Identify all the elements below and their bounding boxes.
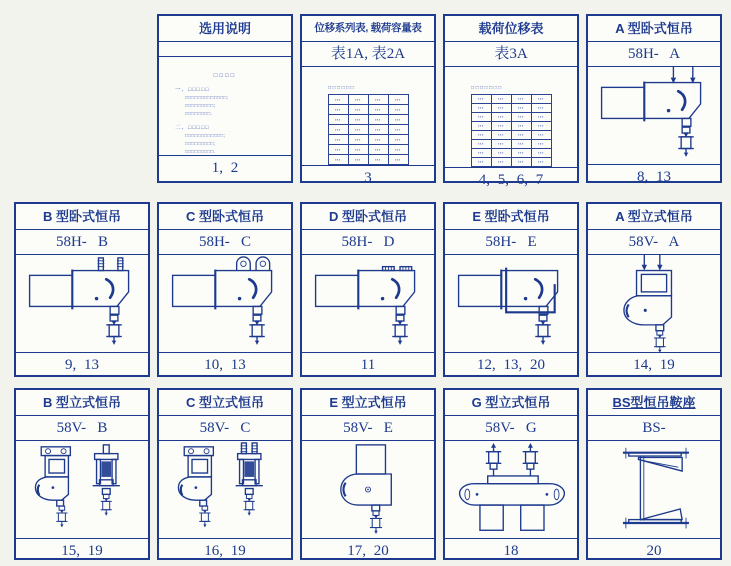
mini-table-cell: ▪▪▪	[471, 131, 491, 140]
mini-table-cell: ▪▪▪	[348, 95, 368, 105]
panel-pages: 14, 19	[588, 352, 720, 378]
vertical-hanger-type-a-diagram	[588, 255, 720, 352]
row-1	[14, 0, 731, 188]
mini-table-cell: ▪▪▪	[531, 104, 551, 113]
notes-line: □□□□□□□□.	[185, 111, 213, 116]
panel-pages: 8, 13	[588, 164, 720, 190]
mini-table-cell: ▪▪▪	[511, 95, 531, 104]
mini-table-cell: ▪▪▪	[531, 149, 551, 158]
panel-title: 载荷位移表	[445, 16, 577, 42]
horizontal-hanger-type-a-diagram	[588, 67, 720, 164]
notes-line: □□□□□□□□□;	[185, 103, 216, 108]
horizontal-hanger-type-e-diagram	[445, 255, 577, 352]
mini-table-cell: ▪▪▪	[368, 135, 388, 145]
mini-table-cell: ▪▪▪	[471, 149, 491, 158]
notes-line: □□□□□□□□□□□□;	[185, 133, 226, 138]
row-2	[14, 202, 731, 377]
mini-table-cell: ▪▪▪	[388, 145, 408, 155]
panel-subtitle: 58V- B	[16, 416, 148, 441]
mini-table-cell: ▪▪▪	[328, 145, 348, 155]
panel-subtitle: 58V- C	[159, 416, 291, 441]
mini-table-cell: ▪▪▪	[368, 105, 388, 115]
mini-table	[328, 94, 409, 165]
mini-table-cell: ▪▪▪	[511, 113, 531, 122]
panel-pages: 17, 20	[302, 538, 434, 564]
mini-table-cell: ▪▪▪	[328, 115, 348, 125]
panel-title: E 型立式恒吊	[302, 390, 434, 416]
mini-table-cell: ▪▪▪	[388, 105, 408, 115]
mini-table-cell: ▪▪▪	[388, 135, 408, 145]
horizontal-hanger-type-d-diagram	[302, 255, 434, 352]
panel-pages: 4, 5, 6, 7	[445, 167, 577, 193]
mini-table-cell: ▪▪▪	[368, 95, 388, 105]
row-1-spacer	[14, 14, 150, 183]
selection-notes-text	[159, 57, 291, 155]
panel-pages: 15, 19	[16, 538, 148, 564]
notes-section-head: 一、□□□□□	[175, 87, 210, 93]
panel-subtitle: 58H- B	[16, 230, 148, 255]
vertical-hanger-type-c-diagram	[159, 441, 291, 538]
mini-table-cell: ▪▪▪	[511, 131, 531, 140]
mini-table-cell: ▪▪▪	[368, 125, 388, 135]
panel-load-displacement-table	[443, 14, 579, 188]
mini-table-3a	[445, 67, 577, 167]
panel-subtitle: 58H- C	[159, 230, 291, 255]
panel-pages: 3	[302, 165, 434, 191]
panel-title: B 型立式恒吊	[16, 390, 148, 416]
mini-table-cell: ▪▪▪	[328, 125, 348, 135]
panel-bs-saddle	[586, 388, 722, 560]
mini-table-cell: ▪▪▪	[368, 115, 388, 125]
mini-table-cell: ▪▪▪	[491, 104, 511, 113]
mini-table-cell: ▪▪▪	[328, 135, 348, 145]
panel-pages: 9, 13	[16, 352, 148, 378]
panel-subtitle: 58H- A	[588, 42, 720, 67]
panel-pages: 18	[445, 538, 577, 564]
mini-table-cell: ▪▪▪	[471, 122, 491, 131]
panel-title: 选用说明	[159, 16, 291, 42]
panel-type-b-horizontal	[14, 202, 150, 377]
panel-pages: 16, 19	[159, 538, 291, 564]
mini-table	[471, 94, 552, 167]
mini-table-cell: ▪▪▪	[531, 140, 551, 149]
mini-table-cell: ▪▪▪	[531, 113, 551, 122]
mini-table-cell: ▪▪▪	[531, 131, 551, 140]
mini-table-cell: ▪▪▪	[511, 149, 531, 158]
horizontal-hanger-type-b-diagram	[16, 255, 148, 352]
panel-pages: 10, 13	[159, 352, 291, 378]
mini-table-cell: ▪▪▪	[348, 125, 368, 135]
panel-subtitle: 58V- A	[588, 230, 720, 255]
panel-type-e-vertical	[300, 388, 436, 560]
panel-title: D 型卧式恒吊	[302, 204, 434, 230]
horizontal-hanger-type-c-diagram	[159, 255, 291, 352]
panel-pages: 1, 2	[159, 155, 291, 181]
panel-title: BS型恒吊鞍座	[588, 390, 720, 416]
mini-table-cell: ▪▪▪	[388, 125, 408, 135]
mini-table-cell: ▪▪▪	[491, 149, 511, 158]
panel-title: A 型卧式恒吊	[588, 16, 720, 42]
mini-table-cell: ▪▪▪	[348, 135, 368, 145]
vertical-hanger-type-e-diagram	[302, 441, 434, 538]
mini-table-cell: ▪▪▪	[388, 155, 408, 165]
mini-table-cell: ▪▪▪	[531, 95, 551, 104]
notes-line: □□□□□□□□□□□□□;	[185, 95, 229, 100]
notes-line: □□□□□□□□□.	[185, 149, 216, 154]
mini-table-caption: □□□□□□	[328, 85, 356, 91]
row-3	[14, 388, 731, 560]
mini-table-cell: ▪▪▪	[511, 104, 531, 113]
mini-table-cell: ▪▪▪	[491, 140, 511, 149]
panel-subtitle: 58H- D	[302, 230, 434, 255]
panel-subtitle: 表3A	[445, 42, 577, 67]
panel-type-b-vertical	[14, 388, 150, 560]
mini-table-caption: □□□□□□□	[471, 85, 503, 91]
panel-pages: 11	[302, 352, 434, 378]
panel-type-a-vertical	[586, 202, 722, 377]
mini-table-cell: ▪▪▪	[471, 113, 491, 122]
panel-title: 位移系列表, 载荷容量表	[302, 16, 434, 42]
mini-table-cell: ▪▪▪	[328, 155, 348, 165]
panel-type-d-horizontal	[300, 202, 436, 377]
panel-type-e-horizontal	[443, 202, 579, 377]
mini-table-cell: ▪▪▪	[388, 115, 408, 125]
mini-table-cell: ▪▪▪	[471, 158, 491, 167]
mini-table-cell: ▪▪▪	[471, 140, 491, 149]
mini-table-cell: ▪▪▪	[388, 95, 408, 105]
panel-subtitle: 58V- G	[445, 416, 577, 441]
mini-table-cell: ▪▪▪	[511, 122, 531, 131]
bs-hanger-saddle-diagram	[588, 441, 720, 538]
panel-subtitle: 表1A, 表2A	[302, 42, 434, 67]
mini-table-cell: ▪▪▪	[511, 158, 531, 167]
panel-title: A 型立式恒吊	[588, 204, 720, 230]
panel-title: B 型卧式恒吊	[16, 204, 148, 230]
mini-table-cell: ▪▪▪	[348, 105, 368, 115]
notes-section-head: 二、□□□□□	[175, 125, 210, 131]
panel-subtitle	[159, 42, 291, 57]
mini-table-cell: ▪▪▪	[348, 145, 368, 155]
panel-type-c-vertical	[157, 388, 293, 560]
panel-subtitle: 58V- E	[302, 416, 434, 441]
mini-table-cell: ▪▪▪	[368, 155, 388, 165]
mini-table-cell: ▪▪▪	[328, 105, 348, 115]
mini-table-cell: ▪▪▪	[491, 122, 511, 131]
panel-subtitle: 58H- E	[445, 230, 577, 255]
mini-table-cell: ▪▪▪	[491, 113, 511, 122]
panel-type-a-horizontal	[586, 14, 722, 186]
mini-table-cell: ▪▪▪	[328, 95, 348, 105]
mini-table-1a-2a	[302, 67, 434, 165]
mini-table-cell: ▪▪▪	[348, 115, 368, 125]
panel-pages: 20	[588, 538, 720, 564]
panel-displacement-series-table	[300, 14, 436, 186]
mini-table-cell: ▪▪▪	[471, 95, 491, 104]
panel-title: C 型立式恒吊	[159, 390, 291, 416]
panel-pages: 12, 13, 20	[445, 352, 577, 378]
mini-table-cell: ▪▪▪	[368, 145, 388, 155]
mini-table-cell: ▪▪▪	[491, 95, 511, 104]
panel-selection-notes	[157, 14, 293, 183]
notes-line: □□□□□□□□□;	[185, 141, 216, 146]
mini-table-cell: ▪▪▪	[348, 155, 368, 165]
vertical-hanger-type-b-diagram	[16, 441, 148, 538]
panel-title: E 型卧式恒吊	[445, 204, 577, 230]
mini-table-cell: ▪▪▪	[531, 158, 551, 167]
panel-title: G 型立式恒吊	[445, 390, 577, 416]
panel-type-c-horizontal	[157, 202, 293, 377]
mini-table-cell: ▪▪▪	[491, 158, 511, 167]
vertical-hanger-type-g-diagram	[445, 441, 577, 538]
panel-type-g-vertical	[443, 388, 579, 560]
mini-table-cell: ▪▪▪	[491, 131, 511, 140]
notes-heading: □□□□	[213, 73, 237, 79]
panel-subtitle: BS-	[588, 416, 720, 441]
mini-table-cell: ▪▪▪	[531, 122, 551, 131]
mini-table-cell: ▪▪▪	[471, 104, 491, 113]
mini-table-cell: ▪▪▪	[511, 140, 531, 149]
panel-title: C 型卧式恒吊	[159, 204, 291, 230]
